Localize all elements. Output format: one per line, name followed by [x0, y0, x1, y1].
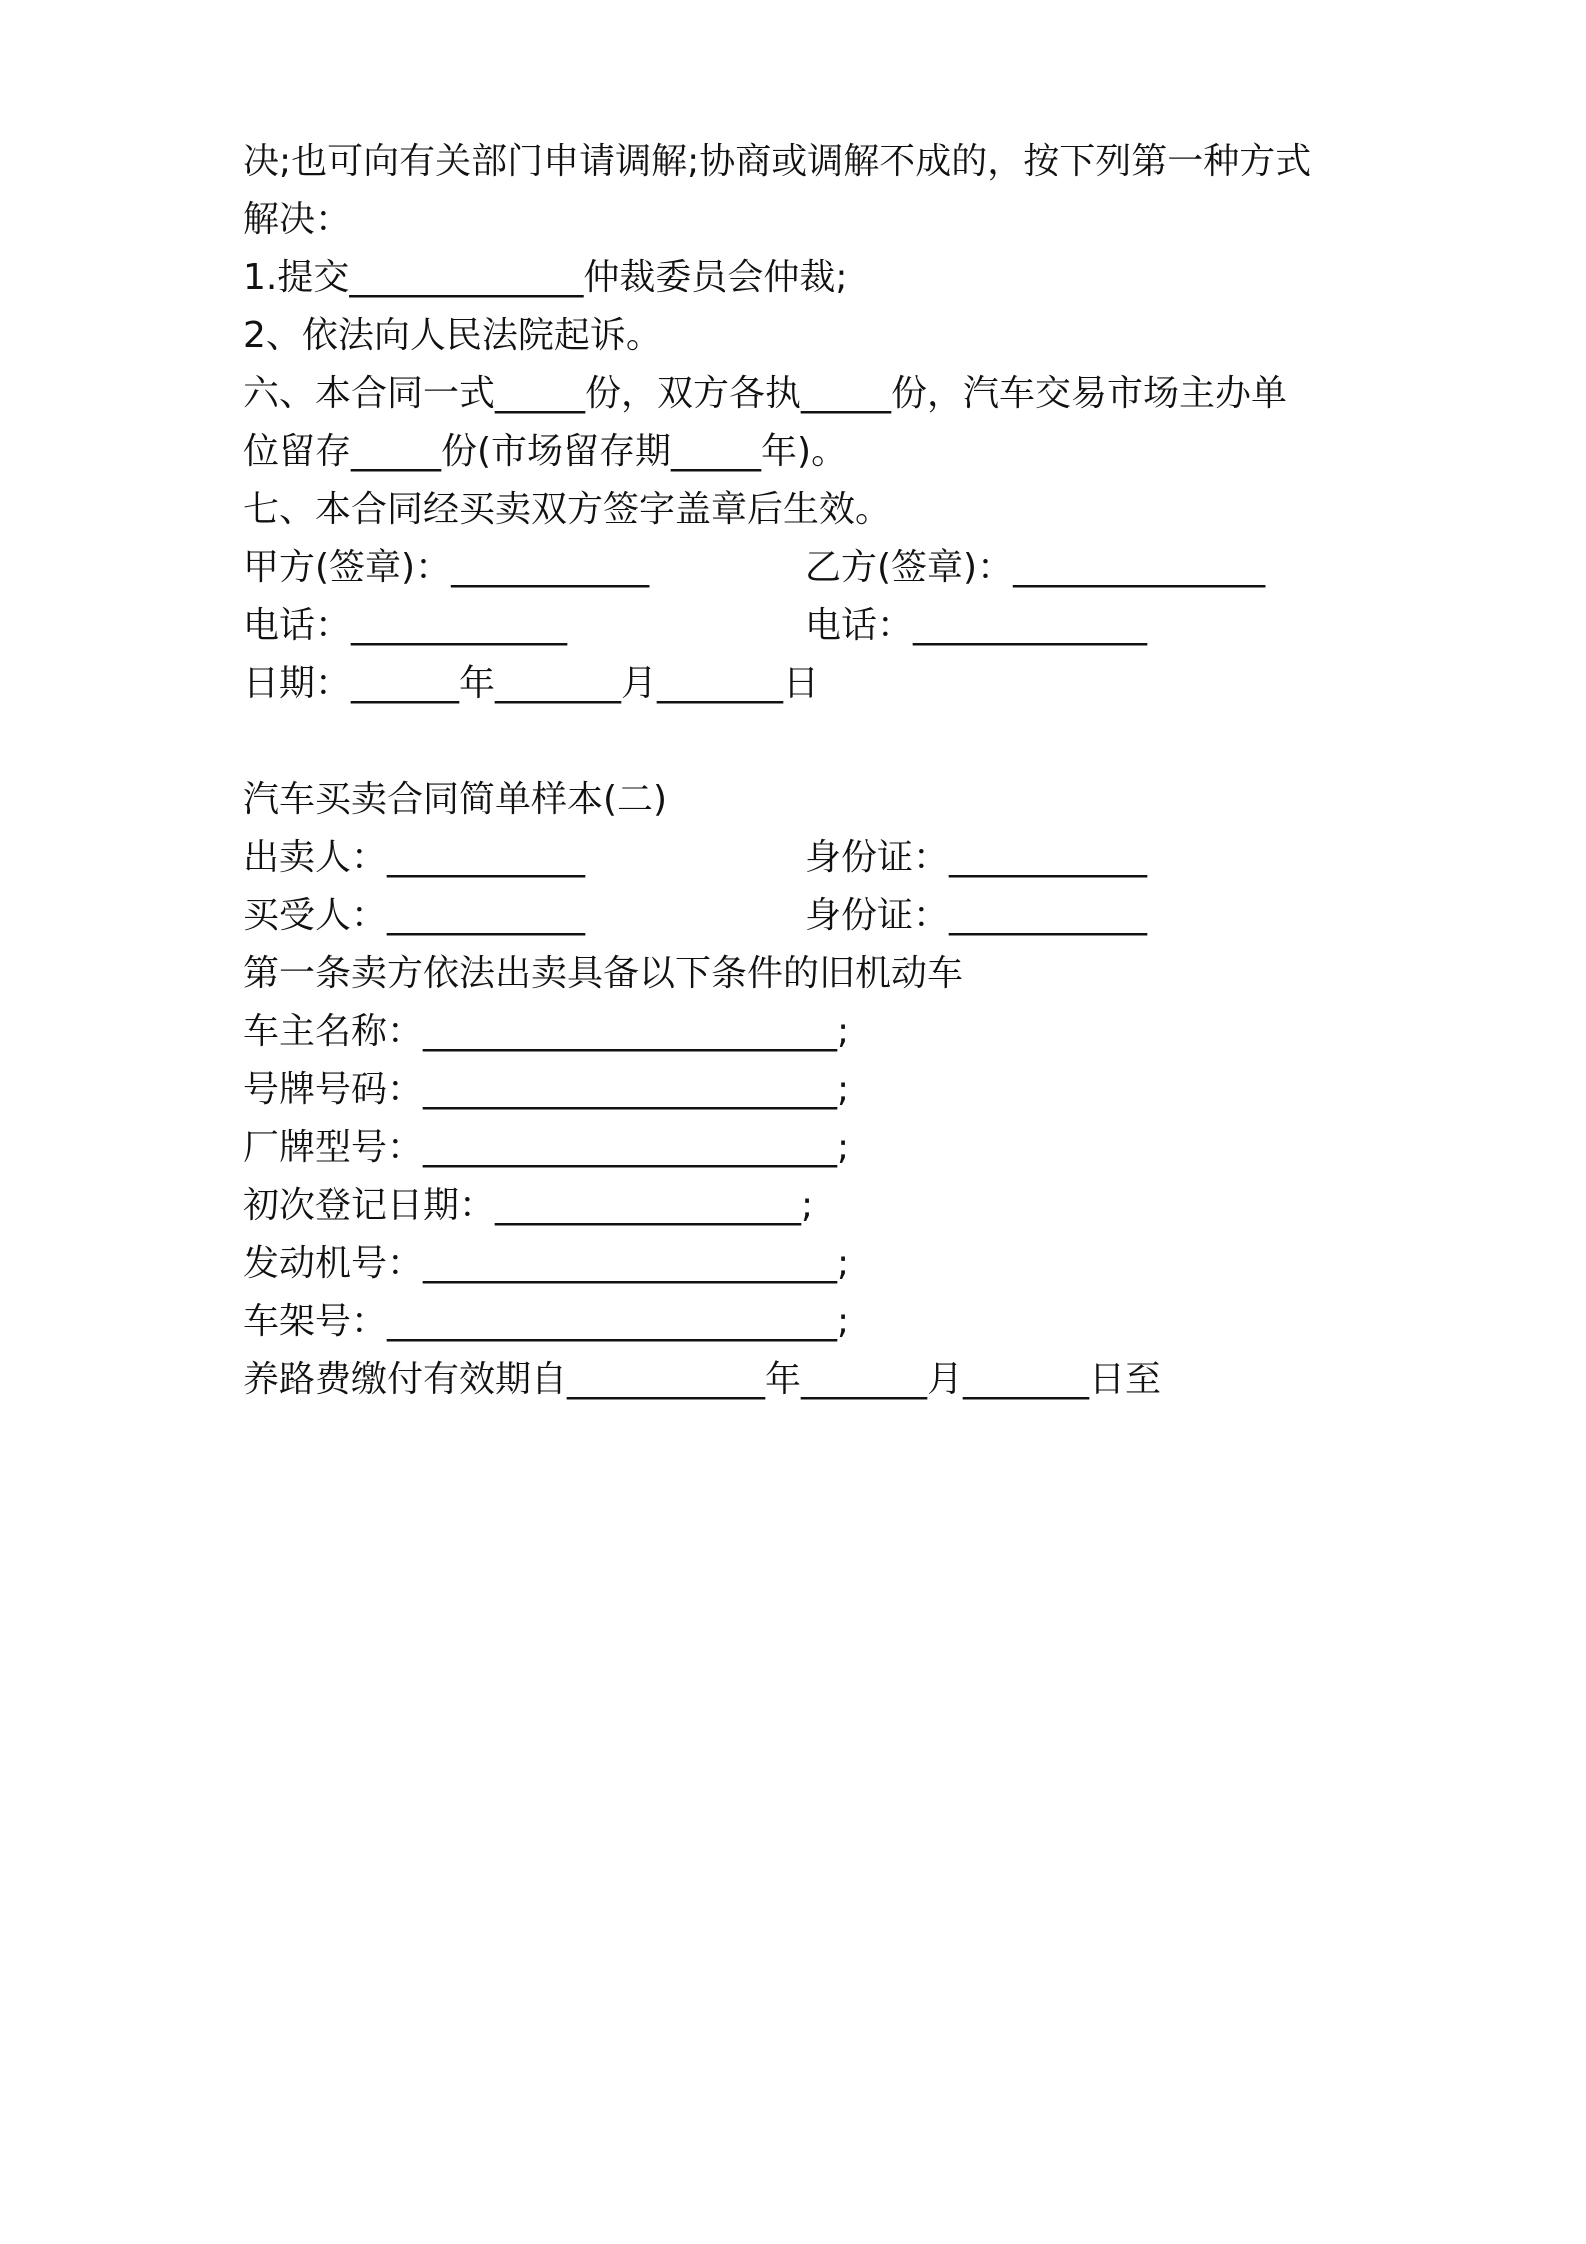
plate-number-field: 号牌号码：_______________________; — [243, 1069, 850, 1110]
first-registration-field: 初次登记日期：_________________; — [243, 1185, 814, 1226]
party-b-signature: 乙方(签章)：______________ — [805, 547, 1266, 588]
sample2-title: 汽车买卖合同简单样本(二) — [243, 779, 668, 820]
seller-id-field: 身份证：___________ — [805, 837, 1148, 878]
buyer-id-field: 身份证：___________ — [805, 895, 1148, 936]
road-fee-field: 养路费缴付有效期自___________年_______月_______日至 — [243, 1359, 1162, 1400]
owner-name-field: 车主名称：_______________________; — [243, 1011, 850, 1052]
paragraph-lawsuit: 2、依法向人民法院起诉。 — [243, 315, 662, 356]
buyer-field: 买受人：___________ — [243, 895, 586, 936]
frame-number-field: 车架号：_________________________; — [243, 1301, 850, 1342]
paragraph-effective: 七、本合同经买卖双方签字盖章后生效。 — [243, 489, 892, 530]
article-1: 第一条卖方依法出卖具备以下条件的旧机动车 — [243, 953, 964, 994]
brand-model-field: 厂牌型号：_______________________; — [243, 1127, 850, 1168]
party-a-signature: 甲方(签章)：___________ — [243, 547, 650, 588]
paragraph-resolve: 解决： — [243, 199, 352, 240]
engine-number-field: 发动机号：_______________________; — [243, 1243, 850, 1284]
paragraph-copies-cont: 位留存_____份(市场留存期_____年)。 — [243, 431, 848, 472]
paragraph-dispute-resolution: 决;也可向有关部门申请调解;协商或调解不成的，按下列第一种方式 — [243, 141, 1312, 182]
seller-field: 出卖人：___________ — [243, 837, 586, 878]
party-a-phone: 电话：____________ — [243, 605, 568, 646]
paragraph-copies: 六、本合同一式_____份，双方各执_____份，汽车交易市场主办单 — [243, 373, 1288, 414]
paragraph-arbitration: 1.提交_____________仲裁委员会仲裁; — [243, 257, 848, 298]
party-b-phone: 电话：_____________ — [805, 605, 1148, 646]
signature-date: 日期：______年_______月_______日 — [243, 663, 820, 704]
